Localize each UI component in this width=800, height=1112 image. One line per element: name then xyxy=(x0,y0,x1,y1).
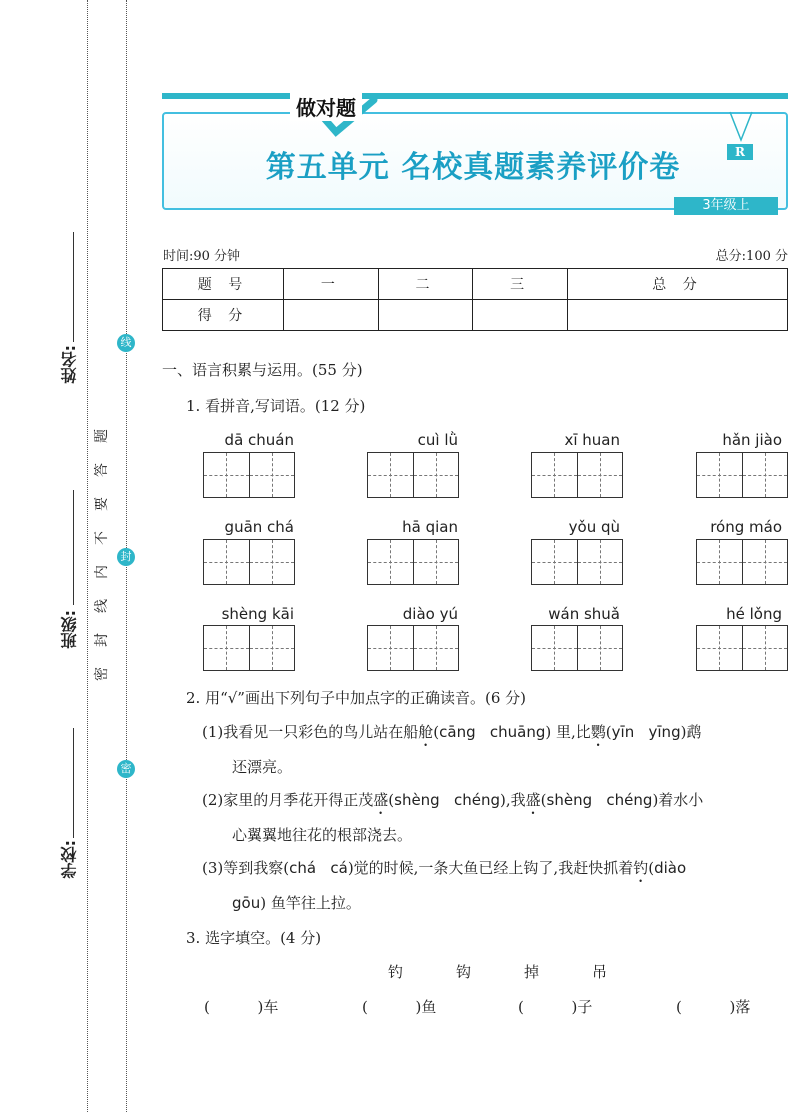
ribbon-icon xyxy=(728,110,754,146)
dotted-char: 钓 xyxy=(633,859,649,877)
name-label: 姓名: xyxy=(60,345,79,384)
score-cell[interactable] xyxy=(567,300,787,331)
class-label: 班级: xyxy=(60,610,79,649)
score-cell[interactable] xyxy=(378,300,473,331)
school-label: 学校: xyxy=(60,840,79,879)
q2-sentence-2-cont: 心翼翼地往花的根部浇去。 xyxy=(232,826,413,844)
time-limit: 时间:90 分钟 xyxy=(163,249,241,264)
notice-char: 要 xyxy=(94,497,110,511)
pinyin-choice[interactable]: gōu xyxy=(232,894,261,912)
binding-line-outer xyxy=(87,0,88,1112)
pinyin-label: dā chuán xyxy=(224,431,294,449)
edition-badge: R xyxy=(727,144,753,160)
pinyin-label: hā qian xyxy=(402,518,458,536)
table-header-cell: 三 xyxy=(473,269,568,300)
writing-grid[interactable] xyxy=(367,452,459,498)
banner-top-bar xyxy=(162,93,788,99)
pinyin-choice[interactable]: cāng chuāng xyxy=(439,723,546,741)
question-3-title: 3. 选字填空。(4 分) xyxy=(186,929,322,947)
writing-grid[interactable] xyxy=(203,625,295,671)
pinyin-choice[interactable]: yīn yīng xyxy=(611,723,681,741)
seal-line: 线 xyxy=(117,334,135,352)
pinyin-label: yǒu qù xyxy=(568,518,620,536)
table-header-cell: 题 号 xyxy=(163,269,284,300)
pinyin-choice[interactable]: shèng chéng xyxy=(546,791,653,809)
table-header-cell: 总 分 xyxy=(567,269,787,300)
q2-sentence-2: (2)家里的月季花开得正茂盛(shèng chéng),我盛(shèng chéng)着水小 xyxy=(202,791,704,809)
fill-blank[interactable]: ( )落 xyxy=(676,998,751,1016)
notice-char: 密 xyxy=(94,667,110,681)
pinyin-label: róng máo xyxy=(710,518,782,536)
notice-char: 答 xyxy=(94,463,110,477)
writing-grid[interactable] xyxy=(203,452,295,498)
score-table xyxy=(162,268,788,331)
class-line xyxy=(73,490,74,605)
fill-blank[interactable]: ( )鱼 xyxy=(362,998,437,1016)
pinyin-label: shèng kāi xyxy=(221,605,294,623)
dotted-char: 鹦 xyxy=(590,723,606,741)
grade-label: 3年级上 xyxy=(674,197,778,215)
dotted-char: 盛 xyxy=(525,791,541,809)
table-header-cell: 一 xyxy=(284,269,379,300)
name-line xyxy=(73,232,74,342)
page-title: 第五单元 名校真题素养评价卷 xyxy=(265,150,681,185)
pinyin-label: hé lǒng xyxy=(726,605,782,623)
writing-grid[interactable] xyxy=(531,539,623,585)
total-score: 总分:100 分 xyxy=(715,249,788,264)
writing-grid[interactable] xyxy=(367,539,459,585)
dotted-char: 舱 xyxy=(418,723,434,741)
q2-sentence-1-cont: 还漂亮。 xyxy=(232,758,293,776)
question-2-title: 2. 用“√”画出下列句子中加点字的正确读音。(6 分) xyxy=(186,689,526,707)
banner-tag: 做对题 xyxy=(290,92,362,121)
option-char: 钩 xyxy=(456,963,472,981)
notice-char: 内 xyxy=(94,565,110,579)
pinyin-label: cuì lǜ xyxy=(417,431,458,449)
notice-char: 题 xyxy=(94,429,110,443)
notice-char: 线 xyxy=(94,599,110,613)
pinyin-choice[interactable]: diào xyxy=(654,859,687,877)
option-char: 吊 xyxy=(592,963,608,981)
question-1-title: 1. 看拼音,写词语。(12 分) xyxy=(186,397,366,415)
pinyin-label: diào yú xyxy=(402,605,458,623)
pinyin-choice[interactable]: chá cá xyxy=(289,859,348,877)
fill-blank[interactable]: ( )车 xyxy=(204,998,279,1016)
q2-sentence-3-cont: gōu) 鱼竿往上拉。 xyxy=(232,894,361,912)
pinyin-label: wán shuǎ xyxy=(548,605,620,623)
table-row xyxy=(163,300,788,331)
pinyin-label: xī huan xyxy=(564,431,620,449)
writing-grid[interactable] xyxy=(696,539,788,585)
writing-grid[interactable] xyxy=(531,452,623,498)
option-char: 掉 xyxy=(524,963,540,981)
notice-char: 不 xyxy=(94,531,110,545)
table-header-cell: 二 xyxy=(378,269,473,300)
score-cell[interactable] xyxy=(284,300,379,331)
table-row xyxy=(163,269,788,300)
writing-grid[interactable] xyxy=(696,625,788,671)
section-title: 一、语言积累与运用。(55 分) xyxy=(162,361,363,379)
option-char: 钓 xyxy=(388,963,404,981)
seal-mi: 密 xyxy=(117,760,135,778)
pinyin-choice[interactable]: shèng chéng xyxy=(394,791,501,809)
writing-grid[interactable] xyxy=(203,539,295,585)
notice-char: 封 xyxy=(94,633,110,647)
writing-grid[interactable] xyxy=(696,452,788,498)
seal-feng: 封 xyxy=(117,548,135,566)
dotted-char: 盛 xyxy=(373,791,389,809)
pinyin-label: hǎn jiào xyxy=(722,431,782,449)
writing-grid[interactable] xyxy=(531,625,623,671)
q2-sentence-3: (3)等到我察(chá cá)觉的时候,一条大鱼已经上钩了,我赶快抓着钓(diào xyxy=(202,859,687,877)
table-row-label: 得 分 xyxy=(163,300,284,331)
writing-grid[interactable] xyxy=(367,625,459,671)
q2-sentence-1: (1)我看见一只彩色的鸟儿站在船舱(cāng chuāng) 里,比鹦(yīn yīng)鹉 xyxy=(202,723,702,741)
pinyin-label: guān chá xyxy=(224,518,294,536)
score-cell[interactable] xyxy=(473,300,568,331)
school-line xyxy=(73,728,74,838)
fill-blank[interactable]: ( )子 xyxy=(518,998,593,1016)
